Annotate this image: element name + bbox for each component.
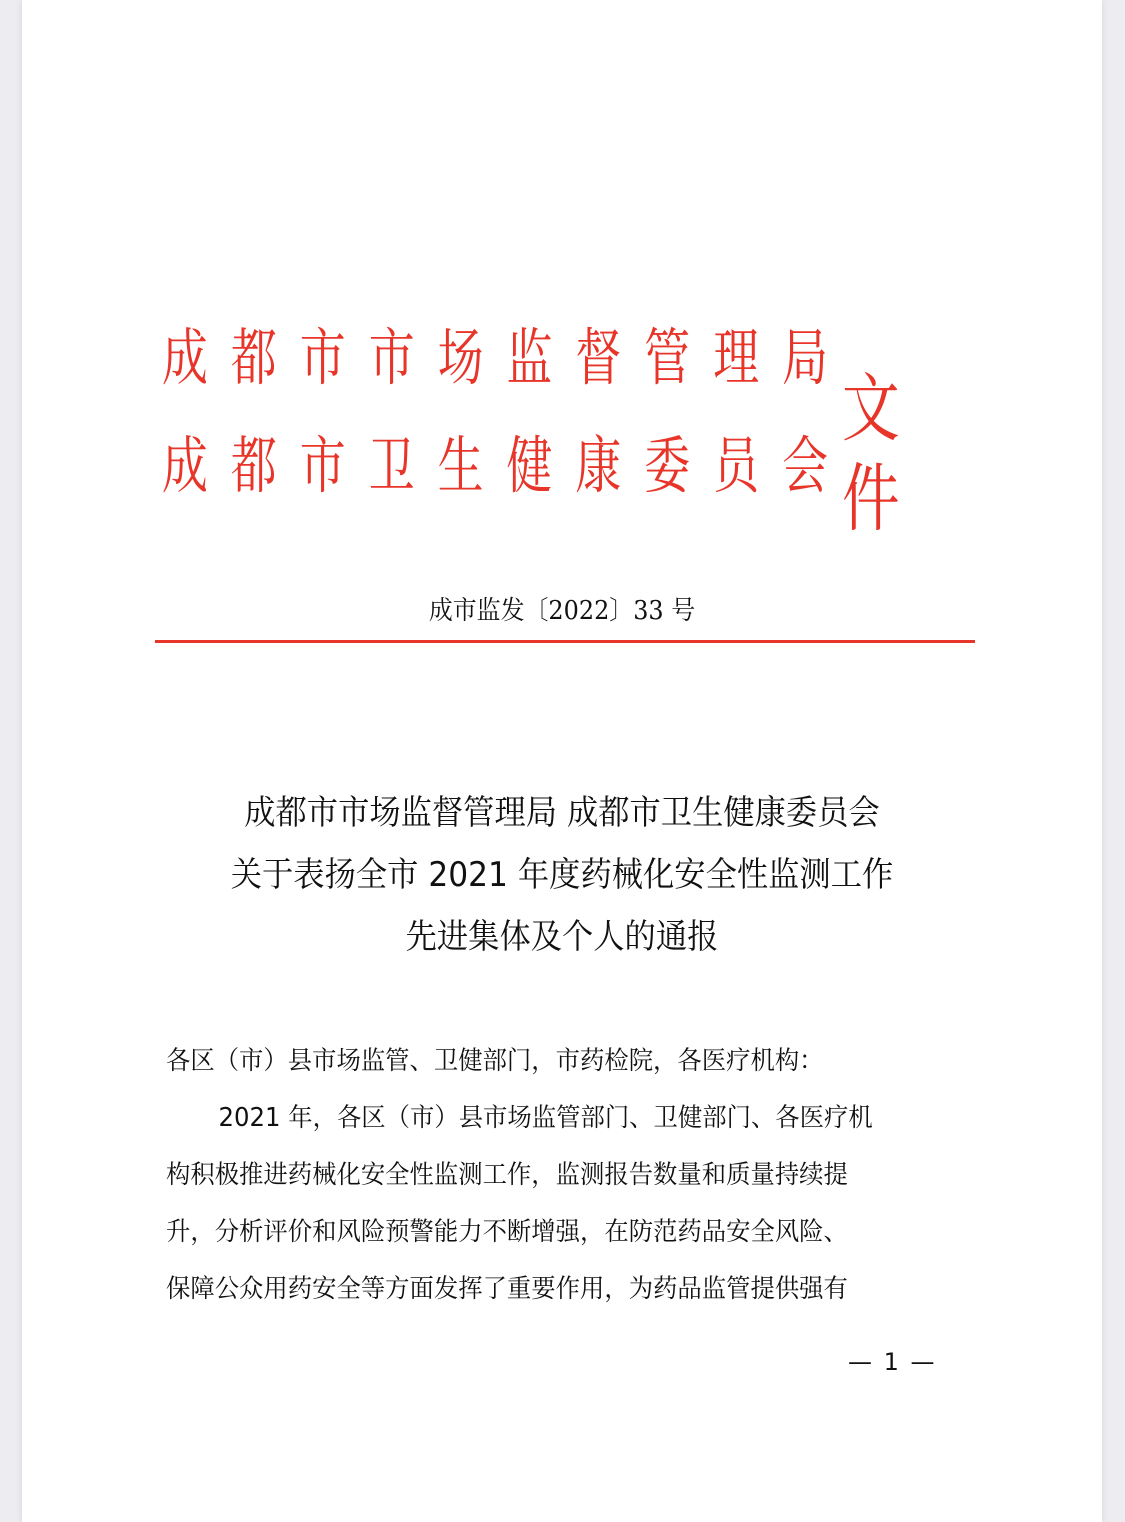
header-char: 生 [437, 429, 484, 502]
paragraph-line: 保障公众用药安全等方面发挥了重要作用，为药品监管提供强有 [166, 1274, 848, 1304]
header-char: 成 [162, 429, 208, 502]
header-char: 管 [644, 321, 691, 394]
issuing-authority-header [162, 318, 962, 542]
header-char: 健 [506, 429, 553, 502]
header-char: 委 [644, 429, 691, 502]
header-char: 场 [437, 321, 484, 394]
header-char: 局 [782, 321, 828, 394]
document-page [22, 0, 1102, 1522]
header-char: 督 [575, 321, 622, 394]
paragraph-line: 构积极推进药械化安全性监测工作，监测报告数量和质量持续提 [166, 1160, 848, 1190]
title-line: 关于表扬全市 2021 年度药械化安全性监测工作 [230, 855, 894, 895]
document-title [22, 782, 1102, 968]
header-char: 理 [713, 321, 760, 394]
document-number: 成市监发〔2022〕33 号 [428, 596, 696, 626]
header-char: 都 [230, 429, 277, 502]
header-char: 会 [782, 429, 828, 502]
header-char: 卫 [368, 429, 415, 502]
document-body [166, 1033, 976, 1318]
salutation: 各区（市）县市场监管、卫健部门，市药检院，各医疗机构： [166, 1046, 824, 1076]
header-document-suffix: 文件 [842, 366, 896, 542]
header-line-health-commission [162, 426, 828, 506]
header-char: 市 [299, 429, 346, 502]
header-char: 康 [575, 429, 622, 502]
header-char: 员 [713, 429, 760, 502]
paragraph-line: 2021 年，各区（市）县市场监管部门、卫健部门、各医疗机 [218, 1103, 873, 1133]
header-char: 市 [368, 321, 415, 394]
header-char: 监 [506, 321, 553, 394]
header-char: 都 [230, 321, 277, 394]
title-line: 先进集体及个人的通报 [405, 917, 719, 957]
header-line-market-regulation [162, 318, 828, 398]
paragraph-line: 升，分析评价和风险预警能力不断增强，在防范药品安全风险、 [166, 1217, 848, 1247]
header-char: 市 [299, 321, 346, 394]
header-char: 成 [162, 321, 208, 394]
red-divider-line [155, 640, 975, 643]
title-line: 成都市市场监督管理局 成都市卫生健康委员会 [244, 793, 880, 833]
page-number: — 1 — [848, 1348, 937, 1376]
